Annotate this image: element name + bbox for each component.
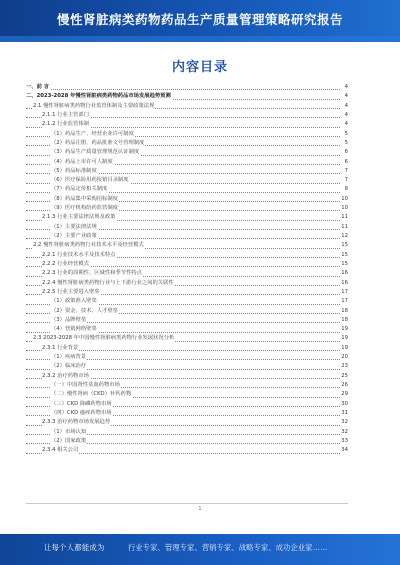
toc-entry[interactable] (26, 428, 348, 437)
toc-entry-label: （1）主要法律法规 (51, 223, 98, 232)
toc-entry-page: 12 (340, 232, 348, 241)
toc-entry-page: 18 (340, 316, 348, 325)
toc-entry-label: 2.1.3 行业主要法律法规及政策 (42, 213, 116, 222)
toc-entry-label: （3）药品生产质量管理规范认证制度 (51, 148, 140, 157)
toc-entry[interactable] (26, 130, 348, 139)
toc-entry-page: 19 (340, 325, 348, 334)
toc-entry-label: （9）医疗机构给药监管制度 (51, 204, 119, 213)
toc-entry-page: 4 (340, 102, 348, 111)
toc-entry[interactable] (26, 223, 348, 232)
toc-entry[interactable] (26, 334, 348, 343)
toc-entry-page: 10 (340, 204, 348, 213)
toc-entry-page: 26 (340, 381, 348, 390)
footer-slogan: 让每个人都能成为 (44, 543, 105, 552)
toc-entry-label: （2）资金、技术、人才壁垒 (51, 307, 119, 316)
toc-entry-page: 34 (340, 446, 348, 455)
toc-entry-page: 30 (340, 400, 348, 409)
toc-entry-page: 6 (340, 158, 348, 167)
toc-entry-page: 7 (340, 176, 348, 185)
toc-entry[interactable] (26, 139, 348, 148)
toc-entry-label: 2.2.1 行业技术水平及技术特点 (42, 251, 116, 260)
toc-entry-label: （8）药品集中采购招标制度 (51, 195, 119, 204)
toc-entry[interactable] (26, 102, 348, 111)
toc-entry-page: 32 (340, 428, 348, 437)
toc-entry-label: 2.2.4 慢性肾脏病类药物行业与上下游行业之间的关联性 (42, 279, 175, 288)
toc-entry[interactable] (26, 111, 348, 120)
toc-entry-label: 一、前 言 (26, 83, 50, 92)
toc-entry-label: （4）药品上市许可人制度 (51, 158, 114, 167)
toc-entry-page: 25 (340, 372, 348, 381)
toc-entry[interactable] (26, 381, 348, 390)
toc-entry[interactable] (26, 92, 348, 101)
toc-entry-page: 7 (340, 167, 348, 176)
toc-entry-page: 8 (340, 185, 348, 194)
toc-entry[interactable] (26, 362, 348, 371)
header-banner (0, 0, 400, 42)
toc-entry-label: 2.3 2023-2028 年中国慢性肾脏病类药物行业发展状况分析 (33, 334, 175, 343)
toc-entry-page: 15 (340, 241, 348, 250)
toc-entry-page: 16 (340, 269, 348, 278)
toc-entry[interactable] (26, 288, 348, 297)
toc-entry[interactable] (26, 316, 348, 325)
toc-entry-label: 2.2.2 行业经营模式 (42, 260, 90, 269)
toc-entry[interactable] (26, 195, 348, 204)
toc-entry-page: 20 (340, 353, 348, 362)
toc-entry-page: 19 (340, 334, 348, 343)
toc-entry-label: （3）品牌壁垒 (51, 316, 87, 325)
toc-entry-label: （2）国家政策 (51, 437, 87, 446)
toc-entry-page: 23 (340, 362, 348, 371)
toc-entry-label: 2.3.3 治疗药物市场发展趋势 (42, 418, 111, 427)
toc-entry-label: （二）慢性肾病（CKD）补钙药物 (51, 390, 132, 399)
toc-entry-label: 2.3.1 行业背景 (42, 344, 79, 353)
footer-banner (0, 534, 400, 565)
toc-entry-label: 2.2.5 行业主要进入壁垒 (42, 288, 101, 297)
toc-entry[interactable] (26, 372, 348, 381)
toc-entry[interactable] (26, 437, 348, 446)
toc-entry[interactable] (26, 83, 348, 92)
toc-entry-label: 2.2.3 行业的周期性、区域性和季节性特点 (42, 269, 143, 278)
toc-entry[interactable] (26, 297, 348, 306)
toc-entry-page: 5 (340, 139, 348, 148)
toc-entry-page: 15 (340, 251, 348, 260)
toc-entry[interactable] (26, 148, 348, 157)
toc-entry[interactable] (26, 232, 348, 241)
toc-entry[interactable] (26, 269, 348, 278)
toc-entry[interactable] (26, 120, 348, 129)
toc-entry-label: 2.3.4 相关公司 (42, 446, 79, 455)
toc-entry-page: 4 (340, 83, 348, 92)
toc-entry[interactable] (26, 325, 348, 334)
toc-entry-label: （4）营销网络壁垒 (51, 325, 98, 334)
toc-entry-page: 32 (340, 418, 348, 427)
toc-entry-label: 2.2 慢性肾脏病类药物行业技术水平及经营模式 (33, 241, 145, 250)
toc-entry-page: 10 (340, 195, 348, 204)
toc-entry[interactable] (26, 167, 348, 176)
toc-entry-label: 二、2023-2028 年慢性肾脏病类药物药品市场发展趋势预测 (26, 92, 172, 101)
toc-entry[interactable] (26, 307, 348, 316)
toc-entry-page: 4 (340, 120, 348, 129)
toc-entry[interactable] (26, 204, 348, 213)
toc-entry-label: （1）市场认知 (51, 428, 87, 437)
toc-entry-label: （三）CKD 降磷药物市场 (51, 400, 113, 409)
toc-entry[interactable] (26, 185, 348, 194)
toc-entry-page: 31 (340, 409, 348, 418)
toc-entry-label: （5）药品标准制度 (51, 167, 98, 176)
toc-entry-page: 17 (340, 297, 348, 306)
toc-entry[interactable] (26, 446, 348, 455)
toc-entry-page: 19 (340, 344, 348, 353)
toc-entry-page: 18 (340, 307, 348, 316)
toc-entry-page: 17 (340, 288, 348, 297)
toc-leader-dots (26, 89, 340, 90)
toc-entry[interactable] (26, 400, 348, 409)
header-stripe (0, 36, 400, 42)
toc-entry[interactable] (26, 251, 348, 260)
toc-entry[interactable] (26, 409, 348, 418)
page-number: 1 (198, 506, 202, 512)
toc-entry[interactable] (26, 213, 348, 222)
footer-roles: 行业专家、管理专家、营销专家、战略专家、成功企业家…… (128, 543, 328, 552)
divider (26, 503, 348, 504)
toc-entry[interactable] (26, 344, 348, 353)
toc-entry-label: （6）医疗保险用药报销目录制度 (51, 176, 130, 185)
toc-entry[interactable] (26, 241, 348, 250)
toc-entry-label: （1）疾病背景 (51, 353, 87, 362)
toc-entry[interactable] (26, 353, 348, 362)
toc-entry[interactable] (26, 279, 348, 288)
toc-entry-page: 15 (340, 260, 348, 269)
toc-entry-page: 4 (340, 92, 348, 101)
toc-entry[interactable] (26, 176, 348, 185)
toc-entry-label: （2）临床治疗 (51, 362, 87, 371)
toc-heading: 内容目录 (171, 60, 228, 75)
toc-entry-label: （1）药品生产、经营企业许可制度 (51, 130, 135, 139)
toc-entry-label: 2.1 慢性肾脏病类药物行业监管体制及主要政策法规 (33, 102, 155, 111)
toc-entry[interactable] (26, 390, 348, 399)
toc-entry[interactable] (26, 158, 348, 167)
toc-entry-label: （一）中国肾性贫血药物市场 (51, 381, 121, 390)
toc-entry-label: （1）政策准入壁垒 (51, 297, 98, 306)
toc-entry-label: 2.3.2 治疗药物市场 (42, 372, 90, 381)
toc-entry[interactable] (26, 418, 348, 427)
toc-entry-page: 29 (340, 390, 348, 399)
toc-entry-page: 16 (340, 279, 348, 288)
toc-entry-page: 5 (340, 130, 348, 139)
toc-entry-label: 2.1.1 行业主管部门 (42, 111, 90, 120)
toc-entry-page: 33 (340, 437, 348, 446)
toc-entry-label: （7）药品定价相关制度 (51, 185, 108, 194)
toc-entry-label: （2）药品注册、药品批准文号管理制度 (51, 139, 145, 148)
table-of-contents (26, 83, 348, 456)
toc-entry-label: （四）CKD 瘙痒药物市场 (51, 409, 113, 418)
toc-entry-page: 6 (340, 148, 348, 157)
report-title: 慢性肾脏病类药物药品生产质量管理策略研究报告 (56, 12, 343, 27)
toc-entry-page: 4 (340, 111, 348, 120)
toc-entry[interactable] (26, 260, 348, 269)
toc-entry-label: 2.1.2 行业监管体制 (42, 120, 90, 129)
toc-entry-label: （2）主要产业政策 (51, 232, 98, 241)
toc-entry-page: 11 (340, 223, 348, 232)
toc-entry-page: 11 (340, 213, 348, 222)
